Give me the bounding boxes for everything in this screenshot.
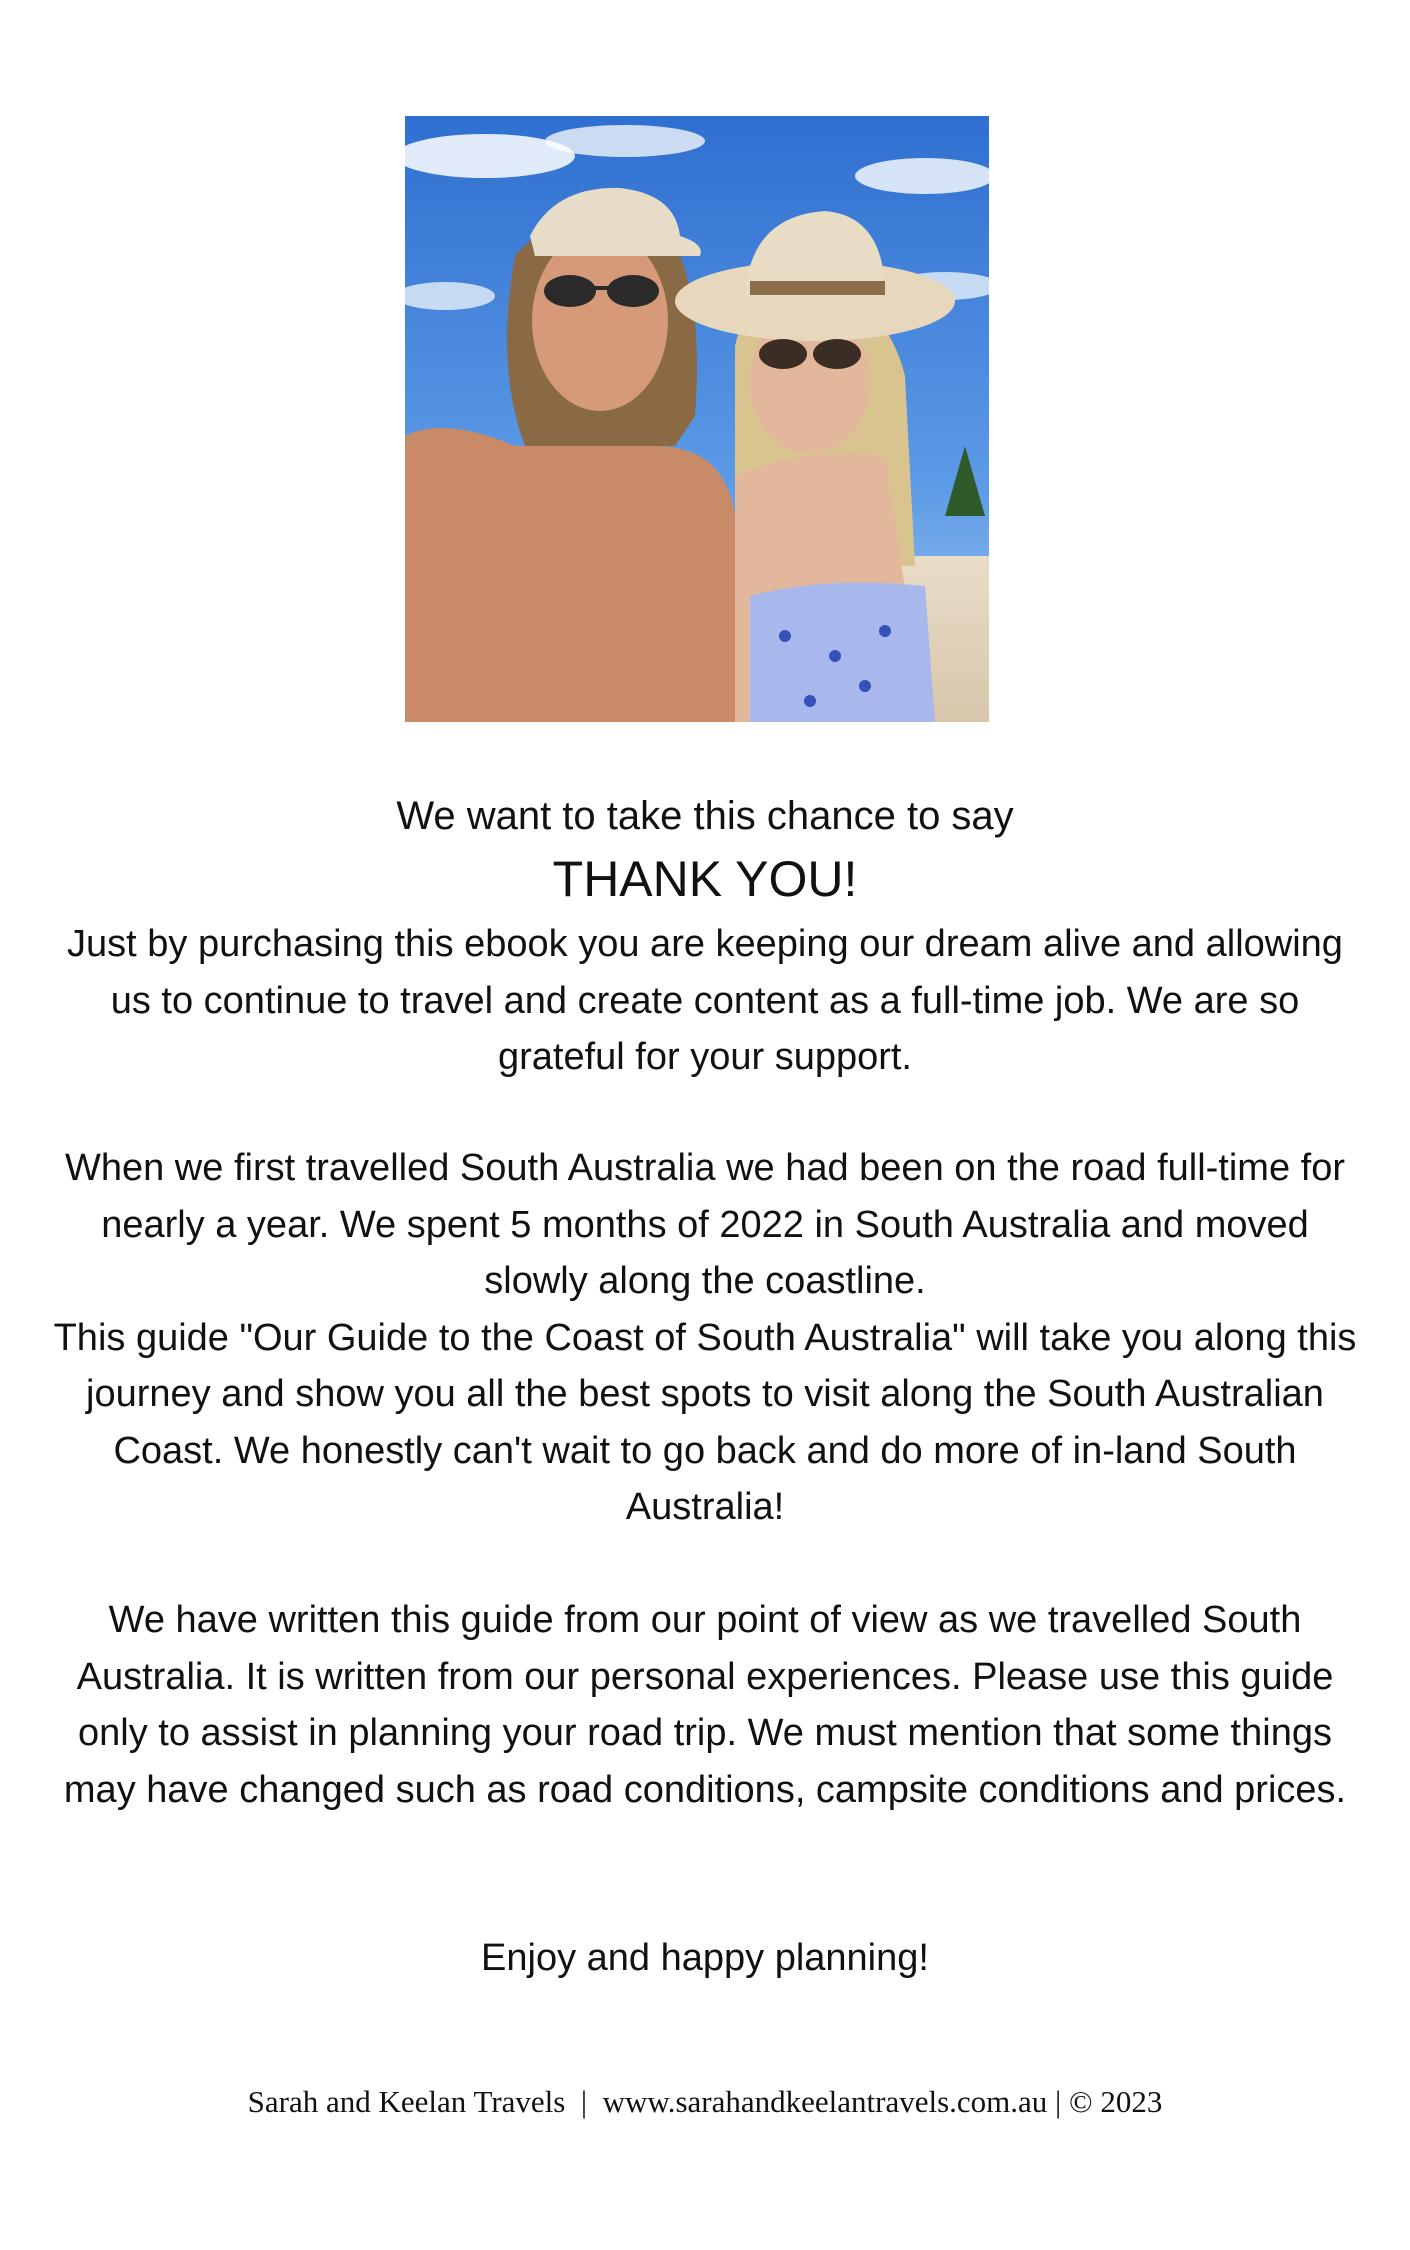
footer-brand: Sarah and Keelan Travels [247,2084,566,2119]
paragraph-journey-text: When we first travelled South Australia we had been on the road full-time for nearly a year. We spent 5 months of 2022 in South Australia and moved slowly along the coastline. [64,1147,1345,1302]
paragraph-support: Just by purchasing this ebook you are keeping our dream alive and allowing us to continue to travel and create content as a full-time job. We are so grateful for your support. [67,923,1343,1078]
footer-separator-1: | [565,2084,603,2119]
paragraph-journey [50,1140,1360,1536]
footer-website-link[interactable]: www.sarahandkeelantravels.com.au [602,2084,1048,2119]
paragraph-guide-text: This guide "Our Guide to the Coast of South Australia" will take you along this journey and show you all the best spots to visit along the South Australian Coast. We honestly can't wait to go back and do more of in-land South Australia! [53,1316,1357,1528]
closing-text: Enjoy and happy planning! [481,1937,929,1979]
footer-separator-2: | [1047,2084,1070,2119]
couple-photo [405,116,989,722]
thank-you-heading: THANK YOU! [552,851,858,907]
paragraph-disclaimer: We have written this guide from our point of view as we travelled South Australia. It is written from our personal experiences. Please use this guide only to assist in planning your road trip. We must mention that some things may have changed such as road conditions, campsite conditions and prices. [63,1599,1347,1811]
footer-copyright: © 2023 [1069,2084,1163,2119]
intro-text: We want to take this chance to say [396,794,1014,838]
photo-illustration [405,116,989,722]
footer [0,2082,1410,2122]
